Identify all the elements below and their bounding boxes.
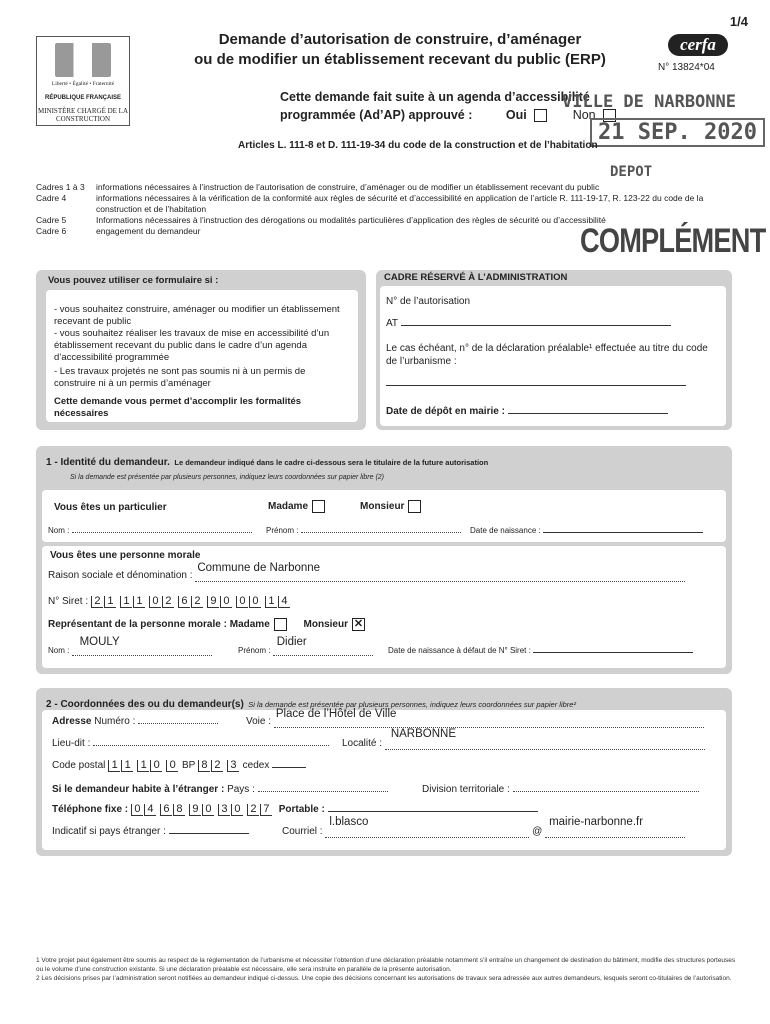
rep-madame-checkbox[interactable] [274,618,287,631]
agenda-oui-checkbox[interactable] [534,109,547,122]
digit-box: 0 [231,804,243,816]
digit-box: 2 [91,596,103,608]
adresse-label: Adresse [52,716,92,727]
digit-box: 2 [162,596,174,608]
division-label: Division territoriale : [422,784,510,795]
rep-monsieur-label: Monsieur [303,619,348,631]
portable-label: Portable : [278,804,325,815]
form-title [150,30,650,70]
digit-box: 2 [191,596,203,608]
lieudit-label: Lieu-dit : [52,738,91,749]
digit-box: 0 [220,596,232,608]
nom-input[interactable] [72,532,252,533]
contact-note: Si la demande est présentée par plusieurs personnes, indiquez leurs coordonnées sur papier libre² [248,700,576,709]
numero-input[interactable] [138,723,218,724]
agenda-line1: Cette demande fait suite à un agenda d’accessibilité [280,90,590,104]
rep-naissance-label: Date de naissance à défaut de N° Siret : [388,646,531,655]
usage-item2: - vous souhaitez réaliser les travaux de mise en accessibilité d’un établissement recevant du public dans le cadre d’un agenda d’accessibilité programmée [54,328,330,363]
digit-box: 0 [131,804,143,816]
raison-input[interactable]: Commune de Narbonne [195,570,685,582]
cerfa-logo: cerfa [668,34,728,56]
naissance-label: Date de naissance : [470,526,541,535]
rep-label: Représentant de la personne morale : [48,619,227,631]
rep-prenom-label: Prénom : [238,646,271,655]
contact-title: 2 - Coordonnées des ou du demandeur(s) [46,699,244,710]
localite-label: Localité : [342,738,383,749]
stamp-depot: DEPOT [610,164,653,180]
agenda-line2: programmée (Ad’AP) approuvé : [280,108,473,122]
digit-box: 1 [137,760,149,772]
courriel-input[interactable]: l.blasco [325,826,529,838]
admin-decl-boxes[interactable] [386,379,686,386]
digit-box: 2 [247,804,259,816]
voie-input[interactable]: Place de l’Hôtel de Ville [274,716,704,728]
admin-auth-label: N° de l’autorisation [386,296,471,307]
admin-decl-label: Le cas échéant, n° de la déclaration préalable¹ effectuée au titre du code de l’urbanisme : [386,343,708,367]
etranger-label: Si le demandeur habite à l’étranger : [52,784,225,795]
cedex-boxes[interactable] [272,761,306,768]
digit-box: 0 [236,596,248,608]
rep-monsieur-checkbox[interactable]: ✕ [353,618,364,630]
articles-reference: Articles L. 111-8 et D. 111-19-34 du code de la construction et de l’habitation [238,140,598,151]
nom-label: Nom : [48,526,70,535]
division-input[interactable] [513,791,699,792]
naissance-boxes[interactable] [543,526,703,533]
madame-label: Madame [268,501,309,513]
digit-box: 0 [149,596,161,608]
digit-box: 0 [150,760,162,772]
admin-box [376,270,732,430]
stamp-complement: COMPLÉMENT [580,222,766,260]
monsieur-label: Monsieur [360,501,405,513]
footnote-2: 2 Les décisions prises par l’administration seront notifiées au demandeur indiqué ci-dessus. Une copie des décisions concernant les autorisations de travaux sera adressée aux autres demandeurs, lesquels seront co-titulaires de l’autorisation. [36,975,732,982]
pays-input[interactable] [258,791,388,792]
footnote-1: 1 Votre projet peut également être soumis au respect de la réglementation de l’urbanisme et nécessiter l’obtention d’une déclaration préalable notamment s’il entraîne un changement de destination du bâtiment, modifie des structures porteuses ou le volume d’une construction existante. Si une déclaration préalable est nécessaire, elle sera instruite en parallèle de la présente autorisation. [36,957,736,973]
digit-box: 0 [166,760,178,772]
tel-digits[interactable] [131,804,276,815]
usage-item3: - Les travaux projetés ne sont pas soumis ni à un permis de construire ni à un permis d’aménager [54,366,306,389]
page-number: 1/4 [729,14,748,29]
usage-box [36,270,366,430]
section-identity [36,446,732,674]
title-line1: Demande d’autorisation de construire, d’aménager [218,31,582,48]
admin-heading: CADRE RÉSERVÉ À L’ADMINISTRATION [384,272,568,283]
digit-box: 1 [265,596,277,608]
voie-label: Voie : [246,716,272,727]
digit-box: 9 [207,596,219,608]
indicatif-boxes[interactable] [169,827,249,834]
digit-box: 1 [121,760,133,772]
cadre-line: Cadre 5 Informations nécessaires à l’instruction des dérogations ou modalités particulières d’application des règles de sécurité ou d’accessibilité [36,215,606,225]
digit-box: 3 [218,804,230,816]
digit-box: 1 [108,760,120,772]
rep-nom-label: Nom : [48,646,70,655]
usage-item1: - vous souhaitez construire, aménager ou modifier un établissement recevant de public [54,304,340,327]
logo-republic: RÉPUBLIQUE FRANÇAISE [44,95,121,101]
usage-heading: Vous pouvez utiliser ce formulaire si : [48,275,219,286]
title-line2: ou de modifier un établissement recevant du public (ERP) [194,51,606,68]
digit-box: 6 [160,804,172,816]
digit-box: 3 [227,760,239,772]
lieudit-input[interactable] [93,745,329,746]
rep-naissance-boxes[interactable] [533,646,693,653]
stamp-city: VILLE DE NARBONNE [562,92,736,112]
digit-box: 7 [260,804,272,816]
prenom-label: Prénom : [266,526,299,535]
usage-item4: Cette demande vous permet d’accomplir les formalités nécessaires [54,396,302,419]
indicatif-label: Indicatif si pays étranger : [52,826,166,837]
rep-nom-input[interactable]: MOULY [72,646,212,656]
admin-depot-boxes[interactable] [508,407,668,414]
identity-header [46,452,488,470]
republic-logo [36,36,130,126]
identity-subtitle: Le demandeur indiqué dans le cadre ci-dessous sera le titulaire de la future autorisation [174,458,489,467]
particulier-label: Vous êtes un particulier [54,502,167,513]
cadre-line: Cadres 1 à 3 informations nécessaires à l’instruction de l’autorisation de construire, d’aménager ou de modifier un établissement recevant du public [36,182,600,192]
digit-box: 8 [173,804,185,816]
siret-digits[interactable] [91,596,294,607]
numero-label: Numéro : [94,716,136,727]
agenda-non-label: Non [572,108,596,122]
morale-label: Vous êtes une personne morale [50,550,201,561]
admin-depot: Date de dépôt en mairie : [386,406,668,417]
bp-label: BP [181,760,196,771]
cedex-label: cedex [242,760,270,771]
identity-note: Si la demande est présentée par plusieurs personnes, indiquez leurs coordonnées sur papier libre (2) [70,474,385,481]
marianne-icon [55,43,111,77]
digit-box: 4 [144,804,156,816]
stamp-date: 21 SEP. 2020 [590,118,765,147]
cadre-line: Cadre 6 engagement du demandeur [36,226,201,236]
raison-label: Raison sociale et dénomination : [48,570,193,581]
domain-input[interactable]: mairie-narbonne.fr [545,826,685,838]
digit-box: 6 [178,596,190,608]
digit-box: 1 [120,596,132,608]
section-contact [36,688,732,856]
digit-box: 0 [249,596,261,608]
monsieur-checkbox[interactable] [408,500,421,513]
courriel-label: Courriel : [282,826,323,837]
localite-input[interactable]: NARBONNE [385,738,705,750]
logo-ministry: MINISTÈRE CHARGÉ DE LA CONSTRUCTION [37,107,129,123]
portable-boxes[interactable] [328,805,538,812]
cerfa-number: N° 13824*04 [658,62,715,73]
rep-madame-label: Madame [229,619,270,631]
admin-at-label: AT [386,318,671,329]
bp-digits[interactable] [198,760,240,771]
digit-box: 8 [198,760,210,772]
digit-box: 9 [189,804,201,816]
siret-row: N° Siret : 2 1 1 1 0 2 6 2 9 0 0 0 1 4 [48,596,294,608]
cp-row: Code postal 1 1 1 0 0 BP 8 2 3 cedex [52,760,306,772]
pays-label: Pays : [227,784,255,795]
digit-box: 1 [104,596,116,608]
digit-box: 0 [202,804,214,816]
identity-title: 1 - Identité du demandeur. [46,457,170,468]
logo-motto: Liberté • Égalité • Fraternité [51,81,115,87]
admin-at-boxes[interactable] [401,319,671,326]
cadre-line: Cadre 4 informations nécessaires à la vérification de la conformité aux règles de sécurité et d’accessibilité en application de l’article R. 111-19-17, R. 123-22 du code de la construction et de l’habitation [36,193,704,214]
digit-box: 1 [133,596,145,608]
agenda-oui-label: Oui [505,108,527,122]
digit-box: 4 [278,596,290,608]
cp-digits[interactable] [108,760,179,771]
tel-row: Téléphone fixe : 0 4 6 8 9 0 3 0 2 7 Portable : [52,804,538,816]
rep-prenom-input[interactable]: Didier [273,646,373,656]
at-sign: @ [532,826,543,837]
digit-box: 2 [211,760,223,772]
footnotes [36,956,736,983]
madame-checkbox[interactable] [312,500,325,513]
prenom-input[interactable] [301,532,461,533]
